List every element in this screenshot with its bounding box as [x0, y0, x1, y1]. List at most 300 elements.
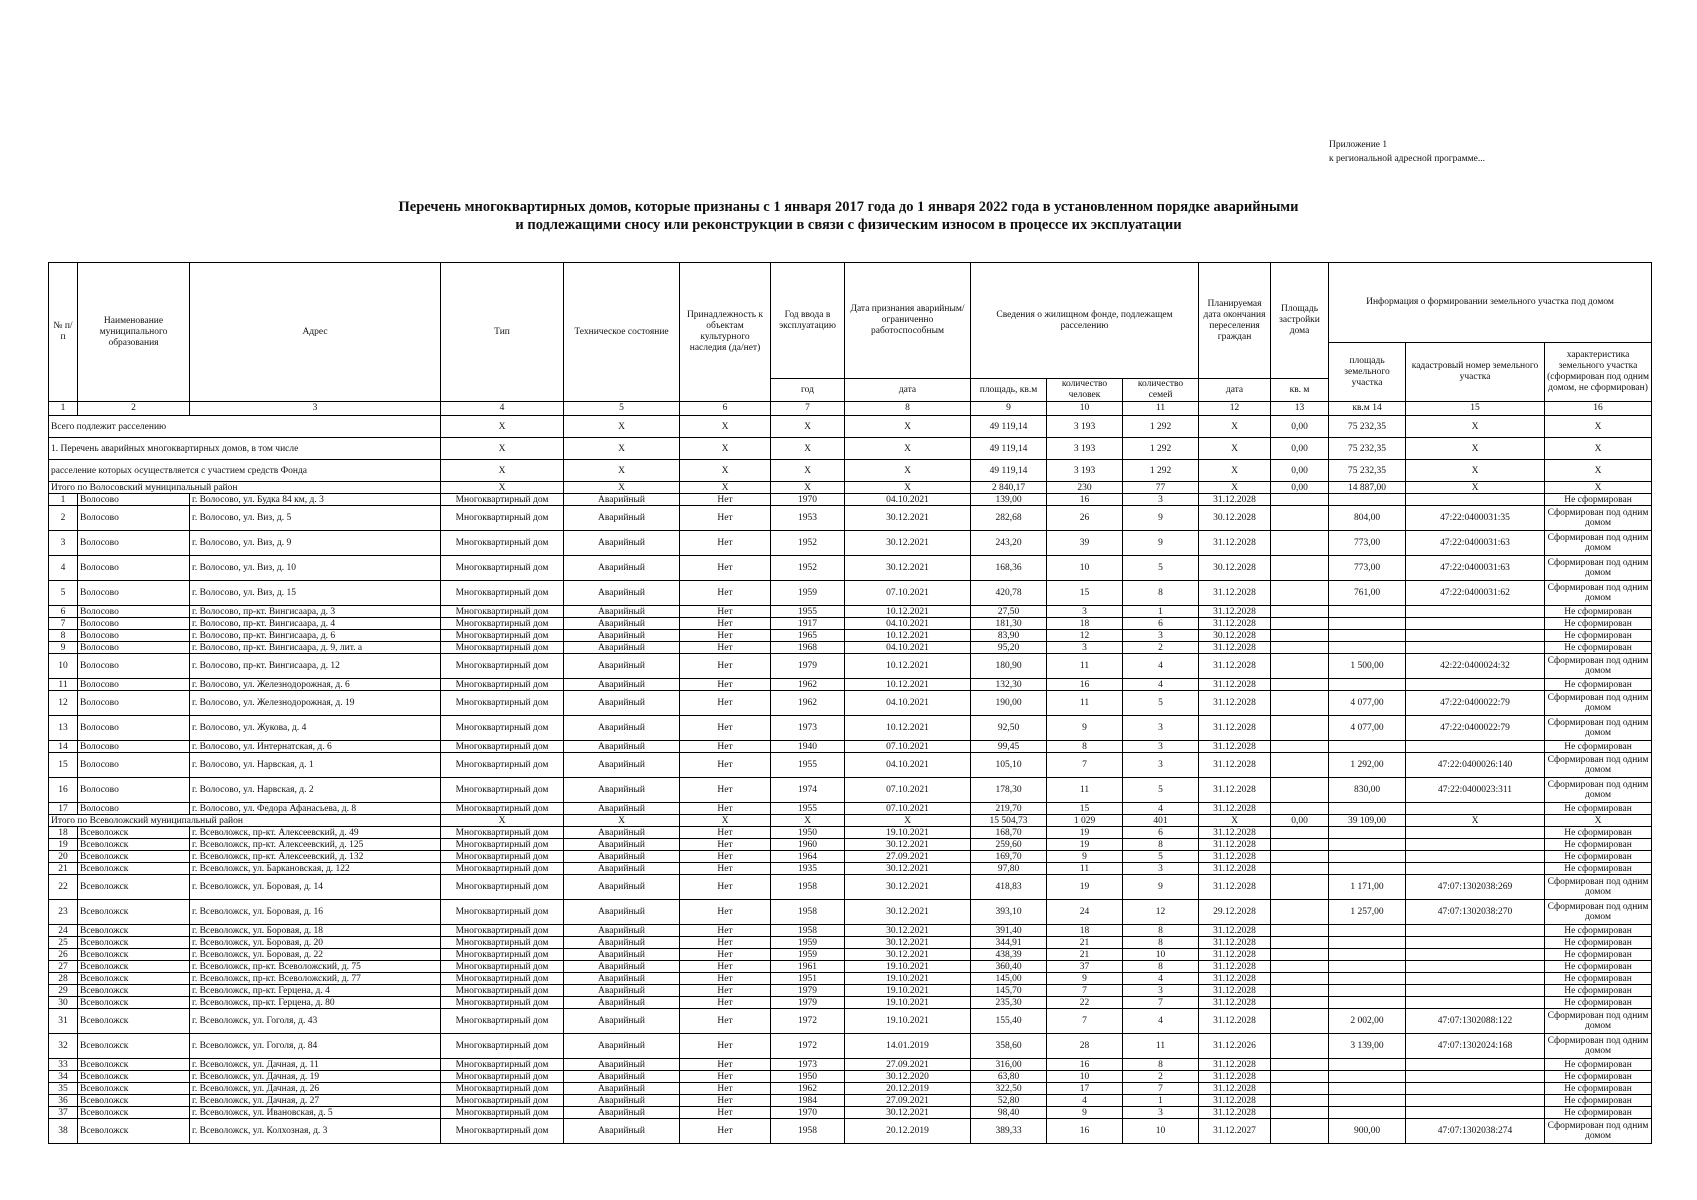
- row-year: 1917: [771, 618, 845, 630]
- row-recognition-date: 30.12.2020: [845, 1071, 971, 1083]
- row-type: Многоквартирный дом: [441, 1095, 564, 1107]
- row-built-area: [1271, 642, 1329, 654]
- summary-cell: X: [564, 482, 680, 494]
- row-municipality: Всеволожск: [78, 973, 190, 985]
- row-municipality: Всеволожск: [78, 1083, 190, 1095]
- row-planned-date: 30.12.2028: [1199, 506, 1271, 531]
- row-land-area: [1329, 851, 1406, 863]
- row-recognition-date: 19.10.2021: [845, 985, 971, 997]
- row-area: 358,60: [971, 1034, 1047, 1059]
- row-recognition-date: 30.12.2021: [845, 556, 971, 581]
- row-area: 169,70: [971, 851, 1047, 863]
- summary-label: Итого по Волосовский муниципальный район: [49, 482, 441, 494]
- row-municipality: Волосово: [78, 494, 190, 506]
- row-cadastral: [1406, 1095, 1545, 1107]
- row-heritage: Нет: [680, 985, 771, 997]
- row-number: 10: [49, 654, 78, 679]
- row-built-area: [1271, 581, 1329, 606]
- row-municipality: Всеволожск: [78, 997, 190, 1009]
- row-year: 1955: [771, 606, 845, 618]
- row-recognition-date: 19.10.2021: [845, 961, 971, 973]
- table-row: [49, 997, 1652, 1009]
- row-planned-date: 31.12.2028: [1199, 803, 1271, 815]
- table-row: [49, 494, 1652, 506]
- row-planned-date: 31.12.2028: [1199, 863, 1271, 875]
- row-families: 4: [1123, 679, 1199, 691]
- row-people: 28: [1047, 1034, 1123, 1059]
- row-land-area: [1329, 997, 1406, 1009]
- row-built-area: [1271, 778, 1329, 803]
- row-heritage: Нет: [680, 531, 771, 556]
- row-address: г. Всеволожск, ул. Боровая, д. 22: [190, 949, 441, 961]
- row-type: Многоквартирный дом: [441, 531, 564, 556]
- row-year: 1959: [771, 949, 845, 961]
- row-condition: Аварийный: [564, 961, 680, 973]
- row-area: 438,39: [971, 949, 1047, 961]
- row-families: 3: [1123, 741, 1199, 753]
- row-land-characteristic: Не сформирован: [1545, 803, 1652, 815]
- summary-cell: X: [1406, 416, 1545, 438]
- row-planned-date: 31.12.2028: [1199, 581, 1271, 606]
- row-number: 2: [49, 506, 78, 531]
- row-year: 1972: [771, 1034, 845, 1059]
- row-year: 1965: [771, 630, 845, 642]
- row-cadastral: [1406, 961, 1545, 973]
- row-condition: Аварийный: [564, 618, 680, 630]
- header-municipality: Наименование муниципального образования: [78, 263, 190, 402]
- row-planned-date: 31.12.2028: [1199, 997, 1271, 1009]
- row-area: 98,40: [971, 1107, 1047, 1119]
- row-recognition-date: 19.10.2021: [845, 973, 971, 985]
- row-families: 12: [1123, 900, 1199, 925]
- row-recognition-date: 07.10.2021: [845, 581, 971, 606]
- row-heritage: Нет: [680, 973, 771, 985]
- row-people: 9: [1047, 716, 1123, 741]
- row-year: 1973: [771, 716, 845, 741]
- row-people: 21: [1047, 949, 1123, 961]
- row-type: Многоквартирный дом: [441, 606, 564, 618]
- row-condition: Аварийный: [564, 1034, 680, 1059]
- row-land-area: [1329, 679, 1406, 691]
- row-year: 1953: [771, 506, 845, 531]
- summary-cell: 39 109,00: [1329, 815, 1406, 827]
- row-area: 316,00: [971, 1059, 1047, 1071]
- row-land-characteristic: Не сформирован: [1545, 961, 1652, 973]
- row-condition: Аварийный: [564, 985, 680, 997]
- row-condition: Аварийный: [564, 1059, 680, 1071]
- row-people: 11: [1047, 691, 1123, 716]
- row-planned-date: 31.12.2027: [1199, 1119, 1271, 1144]
- row-families: 4: [1123, 1009, 1199, 1034]
- row-built-area: [1271, 961, 1329, 973]
- unit-families: количество семей: [1123, 379, 1199, 402]
- row-land-area: [1329, 973, 1406, 985]
- row-area: 389,33: [971, 1119, 1047, 1144]
- row-year: 1964: [771, 851, 845, 863]
- summary-cell: 14 887,00: [1329, 482, 1406, 494]
- row-planned-date: 31.12.2028: [1199, 973, 1271, 985]
- row-land-characteristic: Не сформирован: [1545, 851, 1652, 863]
- row-built-area: [1271, 1009, 1329, 1034]
- row-condition: Аварийный: [564, 691, 680, 716]
- row-cadastral: [1406, 863, 1545, 875]
- row-families: 3: [1123, 1107, 1199, 1119]
- header-built-area: Площадь застройки дома: [1271, 263, 1329, 379]
- row-year: 1970: [771, 494, 845, 506]
- row-heritage: Нет: [680, 900, 771, 925]
- row-municipality: Волосово: [78, 531, 190, 556]
- row-built-area: [1271, 1095, 1329, 1107]
- summary-cell: X: [771, 438, 845, 460]
- table-row: [49, 618, 1652, 630]
- summary-cell: X: [1545, 416, 1652, 438]
- row-type: Многоквартирный дом: [441, 875, 564, 900]
- column-number: 12: [1199, 402, 1271, 416]
- summary-label: Итого по Всеволожский муниципальный район: [49, 815, 441, 827]
- row-type: Многоквартирный дом: [441, 654, 564, 679]
- row-heritage: Нет: [680, 679, 771, 691]
- table-row: [49, 630, 1652, 642]
- row-people: 9: [1047, 1107, 1123, 1119]
- row-type: Многоквартирный дом: [441, 900, 564, 925]
- row-area: 344,91: [971, 937, 1047, 949]
- row-municipality: Волосово: [78, 556, 190, 581]
- row-number: 14: [49, 741, 78, 753]
- table-row: [49, 556, 1652, 581]
- row-address: г. Всеволожск, ул. Гоголя, д. 84: [190, 1034, 441, 1059]
- row-number: 20: [49, 851, 78, 863]
- column-number: 8: [845, 402, 971, 416]
- row-municipality: Всеволожск: [78, 1119, 190, 1144]
- row-built-area: [1271, 1034, 1329, 1059]
- summary-cell: X: [771, 815, 845, 827]
- row-condition: Аварийный: [564, 1071, 680, 1083]
- summary-cell: 401: [1123, 815, 1199, 827]
- row-built-area: [1271, 863, 1329, 875]
- row-number: 33: [49, 1059, 78, 1071]
- row-condition: Аварийный: [564, 642, 680, 654]
- appendix-note: [1329, 138, 1485, 166]
- row-year: 1959: [771, 937, 845, 949]
- row-area: 243,20: [971, 531, 1047, 556]
- row-condition: Аварийный: [564, 937, 680, 949]
- row-municipality: Всеволожск: [78, 839, 190, 851]
- row-area: 178,30: [971, 778, 1047, 803]
- row-condition: Аварийный: [564, 973, 680, 985]
- row-address: г. Всеволожск, ул. Дачная, д. 27: [190, 1095, 441, 1107]
- row-year: 1962: [771, 679, 845, 691]
- row-cadastral: 47:22:0400022:79: [1406, 716, 1545, 741]
- row-families: 8: [1123, 839, 1199, 851]
- header-condition: Техническое состояние: [564, 263, 680, 402]
- row-land-characteristic: Не сформирован: [1545, 642, 1652, 654]
- summary-cell: X: [441, 482, 564, 494]
- row-land-area: 804,00: [1329, 506, 1406, 531]
- row-families: 8: [1123, 937, 1199, 949]
- row-number: 6: [49, 606, 78, 618]
- row-planned-date: 31.12.2028: [1199, 949, 1271, 961]
- summary-cell: X: [845, 460, 971, 482]
- row-families: 11: [1123, 1034, 1199, 1059]
- row-families: 6: [1123, 827, 1199, 839]
- summary-cell: X: [1199, 815, 1271, 827]
- summary-cell: 3 193: [1047, 460, 1123, 482]
- row-type: Многоквартирный дом: [441, 827, 564, 839]
- row-municipality: Всеволожск: [78, 1034, 190, 1059]
- table-row: [49, 1119, 1652, 1144]
- row-cadastral: [1406, 618, 1545, 630]
- table-row: [49, 1009, 1652, 1034]
- row-type: Многоквартирный дом: [441, 741, 564, 753]
- row-type: Многоквартирный дом: [441, 925, 564, 937]
- column-number: 10: [1047, 402, 1123, 416]
- row-address: г. Всеволожск, ул. Колхозная, д. 3: [190, 1119, 441, 1144]
- row-year: 1958: [771, 1119, 845, 1144]
- row-condition: Аварийный: [564, 716, 680, 741]
- row-land-area: 900,00: [1329, 1119, 1406, 1144]
- row-recognition-date: 20.12.2019: [845, 1119, 971, 1144]
- summary-cell: X: [1199, 438, 1271, 460]
- summary-cell: 75 232,35: [1329, 438, 1406, 460]
- row-type: Многоквартирный дом: [441, 494, 564, 506]
- summary-cell: X: [441, 815, 564, 827]
- row-land-area: 2 002,00: [1329, 1009, 1406, 1034]
- summary-cell: 3 193: [1047, 416, 1123, 438]
- summary-cell: 0,00: [1271, 482, 1329, 494]
- row-type: Многоквартирный дом: [441, 973, 564, 985]
- table-row: [49, 506, 1652, 531]
- summary-cell: X: [771, 416, 845, 438]
- row-land-characteristic: Сформирован под одним домом: [1545, 1119, 1652, 1144]
- row-condition: Аварийный: [564, 949, 680, 961]
- header-num: № п/п: [49, 263, 78, 402]
- housing-table: [48, 262, 1652, 1144]
- row-heritage: Нет: [680, 606, 771, 618]
- row-planned-date: 31.12.2028: [1199, 642, 1271, 654]
- row-people: 12: [1047, 630, 1123, 642]
- row-land-area: [1329, 937, 1406, 949]
- row-people: 7: [1047, 985, 1123, 997]
- row-recognition-date: 10.12.2021: [845, 630, 971, 642]
- summary-cell: 77: [1123, 482, 1199, 494]
- row-area: 235,30: [971, 997, 1047, 1009]
- column-number-land-area: [1329, 402, 1406, 416]
- row-municipality: Всеволожск: [78, 949, 190, 961]
- row-heritage: Нет: [680, 937, 771, 949]
- table-row: [49, 531, 1652, 556]
- row-people: 16: [1047, 494, 1123, 506]
- header-housing: Сведения о жилищном фонде, подлежащем расселению: [971, 263, 1199, 379]
- row-type: Многоквартирный дом: [441, 1083, 564, 1095]
- row-type: Многоквартирный дом: [441, 985, 564, 997]
- row-land-area: [1329, 949, 1406, 961]
- row-built-area: [1271, 506, 1329, 531]
- row-built-area: [1271, 618, 1329, 630]
- row-municipality: Волосово: [78, 741, 190, 753]
- row-planned-date: 31.12.2028: [1199, 691, 1271, 716]
- row-number: 19: [49, 839, 78, 851]
- row-land-area: [1329, 985, 1406, 997]
- table-row: [49, 1034, 1652, 1059]
- row-area: 155,40: [971, 1009, 1047, 1034]
- row-people: 16: [1047, 1059, 1123, 1071]
- summary-cell: X: [564, 416, 680, 438]
- summary-cell: X: [845, 815, 971, 827]
- row-address: г. Всеволожск, пр-кт. Герцена, д. 4: [190, 985, 441, 997]
- row-area: 97,80: [971, 863, 1047, 875]
- summary-cell: 49 119,14: [971, 438, 1047, 460]
- header-planned: Планируемая дата окончания переселения граждан: [1199, 263, 1271, 379]
- row-area: 418,83: [971, 875, 1047, 900]
- row-number: 29: [49, 985, 78, 997]
- row-address: г. Всеволожск, ул. Дачная, д. 26: [190, 1083, 441, 1095]
- row-land-characteristic: Сформирован под одним домом: [1545, 753, 1652, 778]
- row-year: 1951: [771, 973, 845, 985]
- row-number: 26: [49, 949, 78, 961]
- row-cadastral: 47:07:1302024:168: [1406, 1034, 1545, 1059]
- row-municipality: Волосово: [78, 581, 190, 606]
- row-municipality: Волосово: [78, 803, 190, 815]
- row-type: Многоквартирный дом: [441, 803, 564, 815]
- row-year: 1955: [771, 753, 845, 778]
- summary-cell: 0,00: [1271, 815, 1329, 827]
- row-year: 1958: [771, 875, 845, 900]
- row-condition: Аварийный: [564, 1009, 680, 1034]
- row-type: Многоквартирный дом: [441, 937, 564, 949]
- row-number: 37: [49, 1107, 78, 1119]
- summary-cell: 15 504,73: [971, 815, 1047, 827]
- table-row: [49, 691, 1652, 716]
- row-planned-date: 31.12.2028: [1199, 741, 1271, 753]
- row-address: г. Волосово, ул. Будка 84 км, д. 3: [190, 494, 441, 506]
- row-address: г. Всеволожск, ул. Дачная, д. 19: [190, 1071, 441, 1083]
- row-area: 420,78: [971, 581, 1047, 606]
- row-land-area: 1 292,00: [1329, 753, 1406, 778]
- summary-cell: 1 029: [1047, 815, 1123, 827]
- row-condition: Аварийный: [564, 531, 680, 556]
- row-land-characteristic: Сформирован под одним домом: [1545, 654, 1652, 679]
- row-people: 9: [1047, 851, 1123, 863]
- unit-date: дата: [845, 379, 971, 402]
- row-built-area: [1271, 803, 1329, 815]
- row-heritage: Нет: [680, 839, 771, 851]
- row-type: Многоквартирный дом: [441, 949, 564, 961]
- row-year: 1962: [771, 1083, 845, 1095]
- row-cadastral: 47:07:1302088:122: [1406, 1009, 1545, 1034]
- row-heritage: Нет: [680, 618, 771, 630]
- row-heritage: Нет: [680, 506, 771, 531]
- row-address: г. Волосово, пр-кт. Вингисаара, д. 6: [190, 630, 441, 642]
- row-families: 7: [1123, 1083, 1199, 1095]
- summary-cell: X: [680, 815, 771, 827]
- row-type: Многоквартирный дом: [441, 1059, 564, 1071]
- row-year: 1959: [771, 581, 845, 606]
- row-recognition-date: 19.10.2021: [845, 997, 971, 1009]
- district-total-row: [49, 482, 1652, 494]
- row-condition: Аварийный: [564, 863, 680, 875]
- summary-cell: X: [1545, 460, 1652, 482]
- row-families: 4: [1123, 654, 1199, 679]
- row-number: 21: [49, 863, 78, 875]
- row-families: 10: [1123, 949, 1199, 961]
- row-municipality: Всеволожск: [78, 985, 190, 997]
- row-people: 22: [1047, 997, 1123, 1009]
- summary-cell: 2 840,17: [971, 482, 1047, 494]
- row-municipality: Всеволожск: [78, 863, 190, 875]
- row-condition: Аварийный: [564, 581, 680, 606]
- row-families: 5: [1123, 556, 1199, 581]
- row-condition: Аварийный: [564, 1107, 680, 1119]
- row-type: Многоквартирный дом: [441, 679, 564, 691]
- row-land-characteristic: Сформирован под одним домом: [1545, 691, 1652, 716]
- row-municipality: Волосово: [78, 630, 190, 642]
- row-recognition-date: 04.10.2021: [845, 618, 971, 630]
- row-number: 17: [49, 803, 78, 815]
- row-heritage: Нет: [680, 556, 771, 581]
- row-heritage: Нет: [680, 997, 771, 1009]
- row-area: 63,80: [971, 1071, 1047, 1083]
- row-area: 168,36: [971, 556, 1047, 581]
- row-area: 99,45: [971, 741, 1047, 753]
- row-land-area: 1 500,00: [1329, 654, 1406, 679]
- row-recognition-date: 10.12.2021: [845, 716, 971, 741]
- row-address: г. Волосово, ул. Виз, д. 10: [190, 556, 441, 581]
- row-recognition-date: 27.09.2021: [845, 1095, 971, 1107]
- row-people: 15: [1047, 803, 1123, 815]
- row-heritage: Нет: [680, 1107, 771, 1119]
- table-row: [49, 1083, 1652, 1095]
- row-heritage: Нет: [680, 961, 771, 973]
- row-built-area: [1271, 753, 1329, 778]
- row-heritage: Нет: [680, 581, 771, 606]
- row-year: 1968: [771, 642, 845, 654]
- row-land-characteristic: Не сформирован: [1545, 827, 1652, 839]
- table-row: [49, 654, 1652, 679]
- row-heritage: Нет: [680, 827, 771, 839]
- row-built-area: [1271, 741, 1329, 753]
- row-condition: Аварийный: [564, 875, 680, 900]
- row-planned-date: 31.12.2026: [1199, 1034, 1271, 1059]
- row-land-characteristic: Не сформирован: [1545, 679, 1652, 691]
- row-cadastral: [1406, 606, 1545, 618]
- row-built-area: [1271, 1119, 1329, 1144]
- row-cadastral: [1406, 741, 1545, 753]
- table-row: [49, 937, 1652, 949]
- summary-cell: 0,00: [1271, 416, 1329, 438]
- row-type: Многоквартирный дом: [441, 961, 564, 973]
- summary-label: 1. Перечень аварийных многоквартирных домов, в том числе: [49, 438, 441, 460]
- summary-cell: X: [680, 482, 771, 494]
- row-recognition-date: 10.12.2021: [845, 606, 971, 618]
- row-municipality: Всеволожск: [78, 961, 190, 973]
- row-cadastral: [1406, 937, 1545, 949]
- row-cadastral: 42:22:0400024:32: [1406, 654, 1545, 679]
- row-address: г. Волосово, ул. Нарвская, д. 1: [190, 753, 441, 778]
- row-type: Многоквартирный дом: [441, 851, 564, 863]
- summary-cell: X: [1406, 482, 1545, 494]
- summary-cell: 1 292: [1123, 416, 1199, 438]
- table-row: [49, 1071, 1652, 1083]
- row-heritage: Нет: [680, 654, 771, 679]
- summary-cell: X: [1545, 438, 1652, 460]
- row-land-characteristic: Не сформирован: [1545, 973, 1652, 985]
- row-people: 11: [1047, 654, 1123, 679]
- column-numbers-row: [49, 402, 1652, 416]
- row-recognition-date: 30.12.2021: [845, 506, 971, 531]
- summary-cell: 0,00: [1271, 438, 1329, 460]
- row-recognition-date: 30.12.2021: [845, 949, 971, 961]
- row-cadastral: 47:07:1302038:274: [1406, 1119, 1545, 1144]
